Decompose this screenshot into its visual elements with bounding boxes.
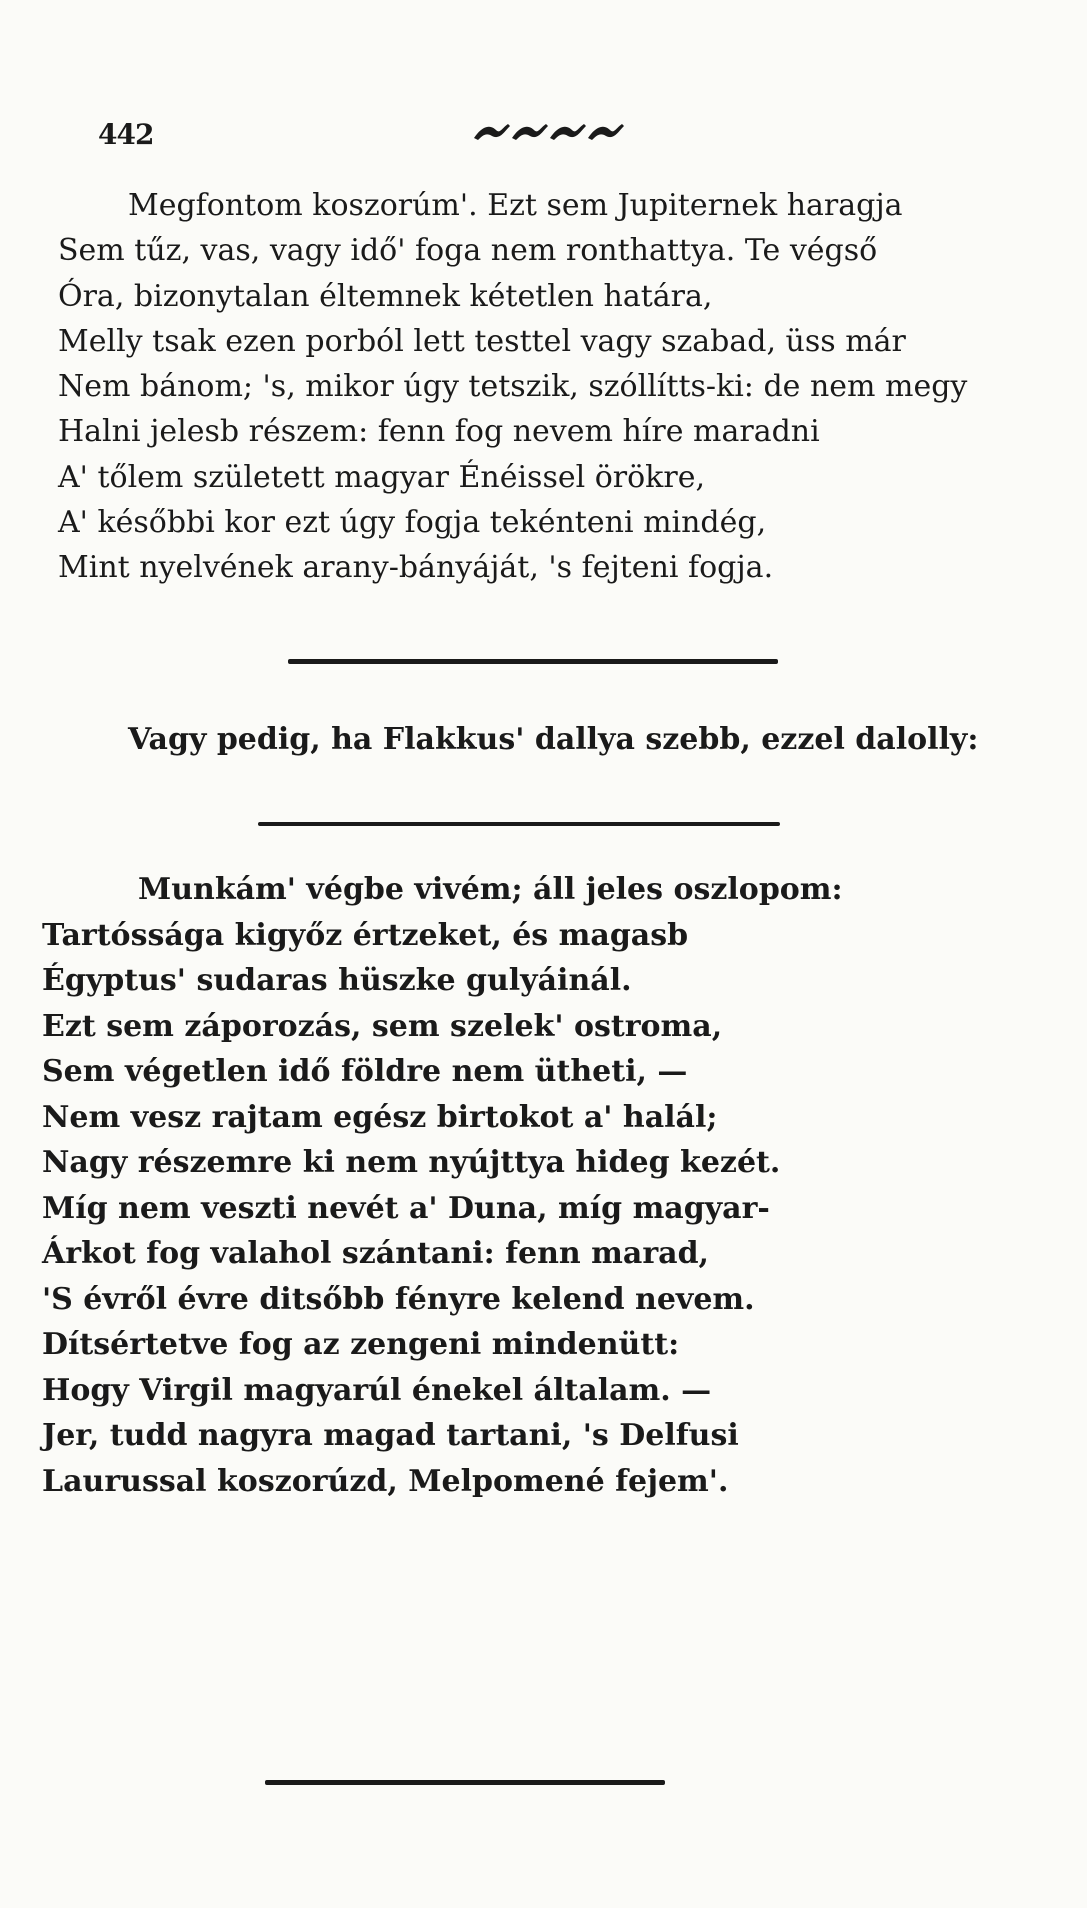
verse-line: Nem vesz rajtam egész birtokot a' halál; [42,1099,718,1135]
verse-line: Sem végetlen idő földre nem ütheti, — [42,1054,688,1089]
section-divider [288,659,778,664]
verse-line: 'S évről évre ditsőbb fényre kelend nevem. [42,1281,755,1317]
verse-line: Óra, bizonytalan éltemnek kétetlen határa, [58,278,713,314]
verse-line: Ezt sem záporozás, sem szelek' ostroma, [42,1008,723,1044]
verse-line: Nem bánom; 's, mikor úgy tetszik, szóllítts-ki: de nem megy [58,369,968,405]
verse-line: Melly tsak ezen porból lett testtel vagy szabad, üss már [58,323,906,359]
verse-line: Míg nem veszti nevét a' Duna, míg magyar- [42,1190,770,1226]
verse-line: Megfontom koszorúm'. Ezt sem Jupiternek haragja [128,188,903,223]
verse-line: Jer, tudd nagyra magad tartani, 's Delfusi [42,1418,739,1453]
page-number: 442 [98,118,154,151]
transition-line: Vagy pedig, ha Flakkus' dallya szebb, ezzel dalolly: [128,722,979,757]
verse-line: Munkám' végbe vivém; áll jeles oszlopom: [138,872,843,907]
verse-line: Tartóssága kigyőz értzeket, és magasb [42,917,689,953]
section-divider [265,1780,665,1785]
verse-line: Mint nyelvének arany-bányáját, 's fejteni fogja. [58,550,774,586]
section-divider [258,822,780,826]
header-ornament [472,118,632,144]
stanza-1 [0,183,1087,591]
stanza-2 [0,867,1087,1504]
verse-line: A' későbbi kor ezt úgy fogja tekénteni mindég, [58,505,767,541]
verse-line: Égyptus' sudaras hüszke gulyáinál. [42,963,632,998]
verse-line: Nagy részemre ki nem nyújttya hideg kezét. [42,1145,781,1180]
verse-line: Árkot fog valahol szántani: fenn marad, [42,1236,709,1271]
verse-line: Halni jelesb részem: fenn fog nevem híre maradni [58,414,820,450]
verse-line: Sem tűz, vas, vagy idő' foga nem ronthattya. Te végső [58,233,878,269]
verse-line: Hogy Virgil magyarúl énekel általam. — [42,1372,712,1408]
verse-line: Dítsértetve fog az zengeni mindenütt: [42,1327,680,1362]
verse-line: Laurussal koszorúzd, Melpomené fejem'. [42,1463,729,1499]
verse-line: A' tőlem született magyar Énéissel örökre, [58,459,705,495]
